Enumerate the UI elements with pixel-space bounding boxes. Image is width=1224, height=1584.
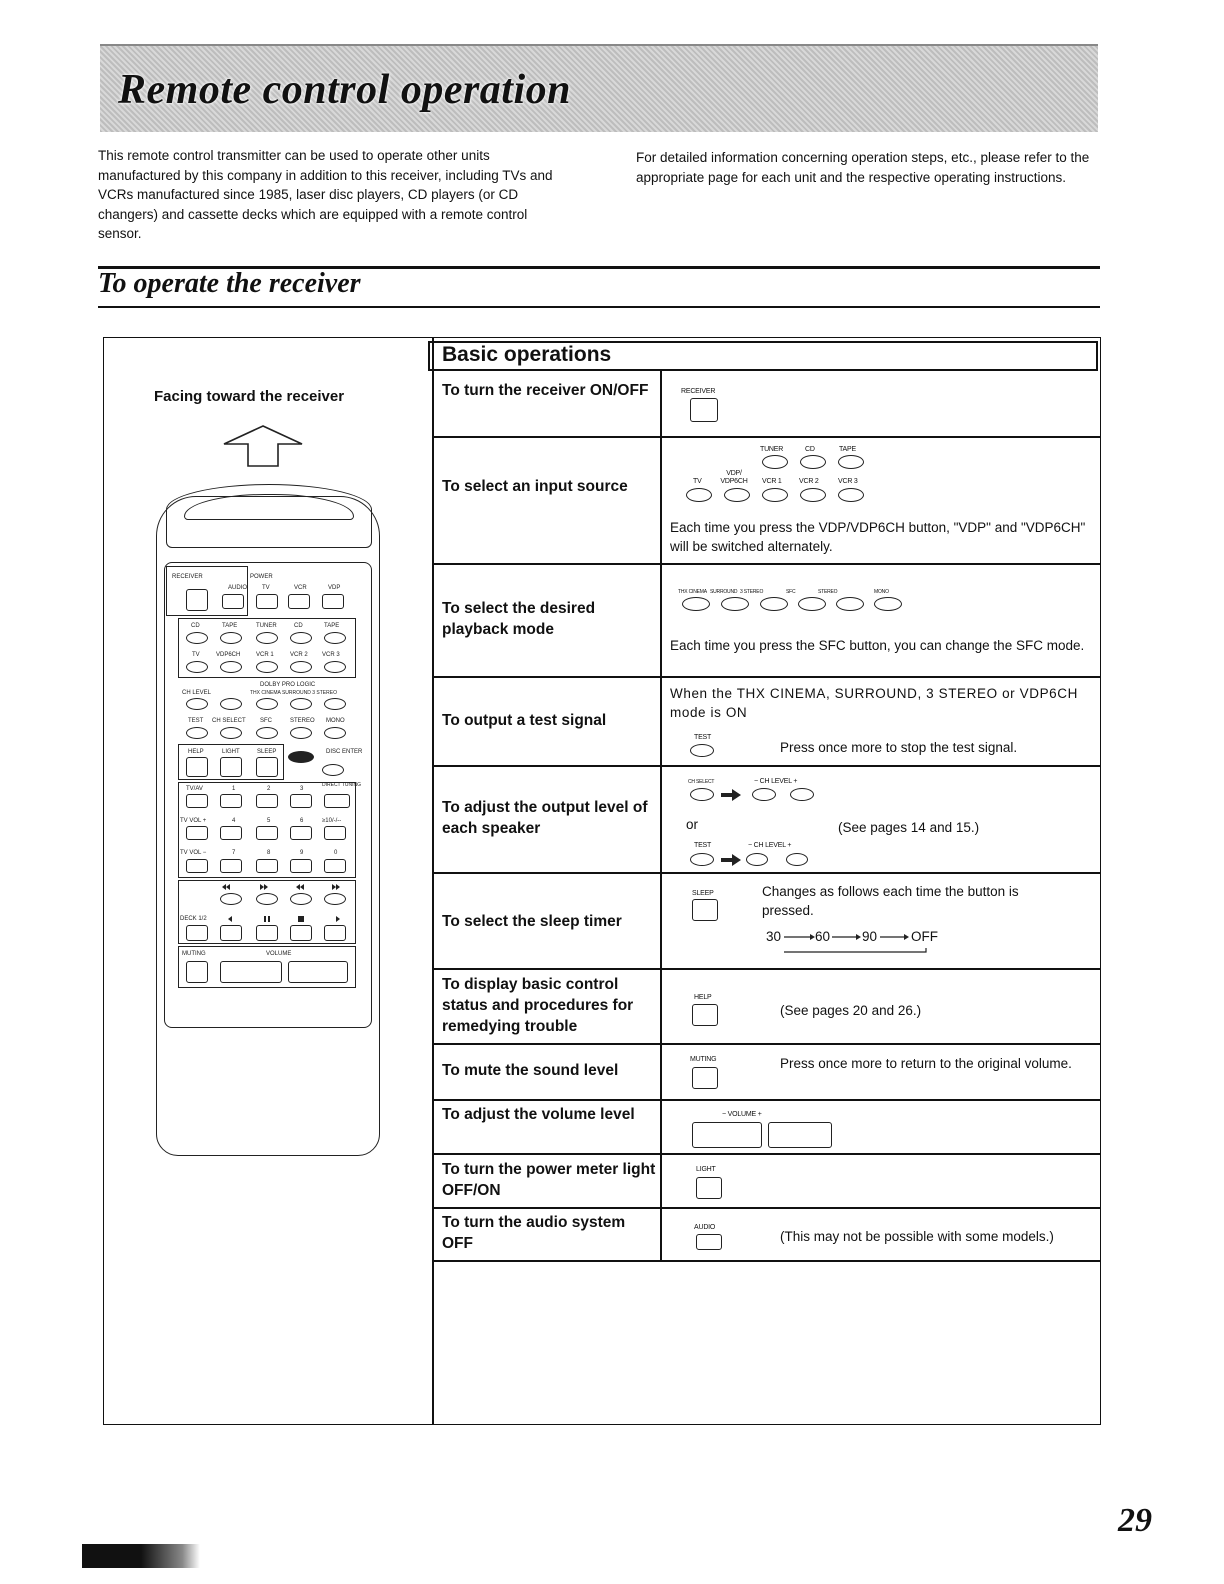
remote-label-tape2: TAPE <box>324 623 340 629</box>
section-title: To operate the receiver <box>98 268 361 299</box>
sleep-seq-60: 60 <box>815 929 831 944</box>
remote-label-tv2: TV <box>192 652 200 658</box>
row-test-desc: Press once more to stop the test signal. <box>780 740 1018 755</box>
mode-label-sfc: SFC <box>786 589 796 595</box>
remote-label-n4: 4 <box>232 818 236 824</box>
row-mode-desc: Each time you press the SFC button, you can change the SFC mode. <box>670 638 1085 653</box>
row-level-label: To adjust the output level of each speaker <box>442 799 648 837</box>
3-stereo-button[interactable] <box>760 597 788 611</box>
remote-label-tape1: TAPE <box>222 623 238 629</box>
tape-button[interactable] <box>838 455 864 469</box>
intro-left: This remote control transmitter can be used to operate other units manufactured by this company in addition to this receiver, including TVs and VCRs manufactured since 1985, laser disc players, CD players (or CD changers) and cassette decks which are equipped with a remote control sensor. <box>98 148 553 241</box>
remote-receiver-button[interactable] <box>186 589 208 611</box>
remote-label-vcr: VCR <box>294 585 307 591</box>
remote-pause-button[interactable] <box>256 925 278 941</box>
tuner-button[interactable] <box>762 455 788 469</box>
row-divider <box>432 1153 1100 1155</box>
muting-btn-label: MUTING <box>690 1056 717 1063</box>
remote-tv-vol-up[interactable] <box>186 826 208 840</box>
remote-label-cd1: CD <box>191 623 200 629</box>
row-divider <box>432 765 1100 767</box>
ch-level-plus-button[interactable] <box>790 788 814 801</box>
mode-label-surround: SURROUND <box>710 589 738 595</box>
remote-vcr-button[interactable] <box>288 594 310 609</box>
remote-label-muting: MUTING <box>182 951 206 957</box>
remote-audio-button[interactable] <box>222 594 244 609</box>
volume-btn-label: − VOLUME + <box>722 1111 762 1118</box>
table-column-divider <box>660 371 662 1261</box>
page-number: 29 <box>1118 1502 1152 1539</box>
remote-ch-select-button[interactable] <box>220 727 242 739</box>
remote-tvav-button[interactable] <box>186 794 208 808</box>
remote-label-chselect: CH SELECT <box>212 718 246 724</box>
test-button[interactable] <box>690 744 714 757</box>
row-volume-label: To adjust the volume level <box>442 1106 635 1123</box>
input-label-vcr1: VCR 1 <box>762 478 782 485</box>
remote-test-button[interactable] <box>186 727 208 739</box>
volume-down-button[interactable] <box>692 1122 762 1148</box>
remote-label-n3: 3 <box>300 786 304 792</box>
remote-label-receiver: RECEIVER <box>172 574 203 580</box>
remote-key-7[interactable] <box>220 859 242 873</box>
row-sleep-label: To select the sleep timer <box>442 913 622 930</box>
remote-key-0[interactable] <box>324 859 346 873</box>
row-test-desc-top: When the THX CINEMA, SURROUND, 3 STEREO or VDP6CH mode is ON <box>670 686 1078 720</box>
frame-divider <box>432 337 434 1425</box>
remote-label-vdp6ch: VDP6CH <box>216 652 241 658</box>
row-mute-label: To mute the sound level <box>442 1062 619 1079</box>
remote-label-mono: MONO <box>326 718 345 724</box>
help-btn-label: HELP <box>694 994 712 1001</box>
mono-button[interactable] <box>874 597 902 611</box>
remote-label-tuner: TUNER <box>256 623 277 629</box>
remote-label-n10: ≥10/-/-- <box>322 818 342 824</box>
remote-label-vcr3: VCR 3 <box>322 652 340 658</box>
remote-key-10[interactable] <box>324 826 346 840</box>
row-divider <box>432 1260 1100 1262</box>
remote-ch-level-plus[interactable] <box>220 698 242 710</box>
remote-tuner-button[interactable] <box>256 632 278 644</box>
row-divider <box>432 968 1100 970</box>
remote-label-test: TEST <box>188 718 204 724</box>
row-divider <box>432 1043 1100 1045</box>
receiver-button[interactable] <box>690 398 718 422</box>
mode-label-thx: THX CINEMA <box>678 589 707 595</box>
row-help-label: To display basic control status and procedures for remedying trouble <box>442 976 634 1035</box>
remote-label-volume: VOLUME <box>266 951 292 957</box>
remote-key-8[interactable] <box>256 859 278 873</box>
remote-enter-button[interactable] <box>322 764 344 776</box>
row-divider <box>432 1207 1100 1209</box>
ch-select-button[interactable] <box>690 788 714 801</box>
remote-label-sleep: SLEEP <box>257 749 277 755</box>
sleep-button[interactable] <box>692 899 718 921</box>
basic-operations-title: Basic operations <box>442 343 612 366</box>
row-test-label: To output a test signal <box>442 712 607 729</box>
remote-key-5[interactable] <box>256 826 278 840</box>
remote-fastforward-button[interactable] <box>324 893 346 905</box>
row-mute-desc: Press once more to return to the original volume. <box>780 1056 1072 1071</box>
chlevel-btn-label: − CH LEVEL + <box>754 778 798 785</box>
row-input-label: To select an input source <box>442 478 628 495</box>
remote-label-n5: 5 <box>267 818 271 824</box>
row-mode-label: To select the desired playback mode <box>442 600 596 638</box>
remote-light-button[interactable] <box>220 757 242 777</box>
arrow-right-icon <box>720 788 742 802</box>
row-divider <box>432 563 1100 565</box>
transport-top-icons <box>220 883 350 891</box>
remote-thx-button[interactable] <box>256 698 278 710</box>
sleep-btn-label: SLEEP <box>692 890 714 897</box>
sleep-seq-30: 30 <box>766 929 782 944</box>
test2-btn-label: TEST <box>694 842 712 849</box>
section-rule-bottom <box>98 306 1100 308</box>
remote-tv-button[interactable] <box>256 594 278 609</box>
arrow-right-icon <box>720 853 742 867</box>
remote-cd-deck-button[interactable] <box>186 632 208 644</box>
remote-label-stereo: STEREO <box>290 718 315 724</box>
intro-right: For detailed information concerning operation steps, etc., please refer to the appropriate page for each unit and the respective operating instructions. <box>636 150 1090 185</box>
mode-label-mono: MONO <box>874 589 889 595</box>
remote-label-n7: 7 <box>232 850 236 856</box>
input-label-tape: TAPE <box>839 446 856 453</box>
input-label-tv: TV <box>693 478 702 485</box>
remote-stereo-button[interactable] <box>290 727 312 739</box>
stereo-button[interactable] <box>836 597 864 611</box>
row-help-desc: (See pages 20 and 26.) <box>780 1003 922 1018</box>
remote-stop-button[interactable] <box>290 925 312 941</box>
cd-button[interactable] <box>800 455 826 469</box>
ch-level-minus-button[interactable] <box>752 788 776 801</box>
remote-label-n6: 6 <box>300 818 304 824</box>
remote-vcr1-button[interactable] <box>256 661 278 673</box>
vcr2-button[interactable] <box>800 488 826 502</box>
remote-3stereo-button[interactable] <box>324 698 346 710</box>
remote-vcr2-button[interactable] <box>290 661 312 673</box>
remote-label-vcr1: VCR 1 <box>256 652 274 658</box>
remote-tv-input-button[interactable] <box>186 661 208 673</box>
tv-input-button[interactable] <box>686 488 712 502</box>
remote-volume-down[interactable] <box>220 961 282 983</box>
remote-label-chlevel: CH LEVEL <box>182 690 212 696</box>
facing-label: Facing toward the receiver <box>154 388 345 405</box>
remote-label-audio: AUDIO <box>228 585 248 591</box>
remote-vdp-button[interactable] <box>322 594 344 609</box>
remote-key-3[interactable] <box>290 794 312 808</box>
transport-bottom-icons <box>226 915 350 923</box>
row-receiver-btn-label: RECEIVER <box>681 388 716 395</box>
row-light-label: To turn the power meter light OFF/ON <box>442 1161 656 1199</box>
remote-label-n8: 8 <box>267 850 271 856</box>
row-level-desc: (See pages 14 and 15.) <box>838 820 980 835</box>
input-label-tuner: TUNER <box>760 446 784 453</box>
remote-label-vdp: VDP <box>328 585 341 591</box>
input-label-vcr3: VCR 3 <box>838 478 858 485</box>
row-divider <box>432 676 1100 678</box>
thx-cinema-button[interactable] <box>682 597 710 611</box>
remote-label-n2: 2 <box>267 786 271 792</box>
audio-button[interactable] <box>696 1234 722 1250</box>
row-divider <box>432 1099 1100 1101</box>
remote-label-light: LIGHT <box>222 749 240 755</box>
remote-label-n1: 1 <box>232 786 236 792</box>
remote-label-disc: DISC ENTER <box>326 749 363 755</box>
remote-label-deck: DECK 1/2 <box>180 916 207 922</box>
row-receiver-label: To turn the receiver ON/OFF <box>442 382 649 399</box>
audio-btn-label: AUDIO <box>694 1224 716 1231</box>
help-button[interactable] <box>692 1004 718 1026</box>
remote-mono-button[interactable] <box>324 727 346 739</box>
remote-label-thx: THX CINEMA SURROUND 3 STEREO <box>250 690 337 696</box>
remote-label-tv: TV <box>262 585 270 591</box>
remote-skip-back-button[interactable] <box>220 893 242 905</box>
sleep-cycle-arrows-icon <box>784 930 934 958</box>
up-arrow-icon <box>222 424 304 468</box>
row-sleep-desc: Changes as follows each time the button is pressed. <box>762 884 1019 918</box>
ch-level-plus-button-2[interactable] <box>786 853 808 866</box>
vdp-input-button[interactable] <box>724 488 750 502</box>
remote-key-4[interactable] <box>220 826 242 840</box>
volume-up-button[interactable] <box>768 1122 832 1148</box>
input-label-cd: CD <box>805 446 815 453</box>
remote-label-sfc: SFC <box>260 718 272 724</box>
remote-label-power: POWER <box>250 574 273 580</box>
mode-label-stereo: STEREO <box>818 589 838 595</box>
remote-skip-forward-button[interactable] <box>256 893 278 905</box>
remote-volume-up[interactable] <box>288 961 348 983</box>
remote-key-1[interactable] <box>220 794 242 808</box>
light-button[interactable] <box>696 1177 722 1199</box>
vcr1-button[interactable] <box>762 488 788 502</box>
remote-tape-deck-button[interactable] <box>220 632 242 644</box>
remote-muting-button[interactable] <box>186 961 208 983</box>
remote-label-n0: 0 <box>334 850 338 856</box>
remote-key-6[interactable] <box>290 826 312 840</box>
remote-label-n9: 9 <box>300 850 304 856</box>
remote-label-help: HELP <box>188 749 204 755</box>
row-divider <box>432 436 1100 438</box>
remote-help-button[interactable] <box>186 757 208 777</box>
remote-label-vcr2: VCR 2 <box>290 652 308 658</box>
input-label-vcr2: VCR 2 <box>799 478 819 485</box>
corner-mark <box>82 1544 200 1568</box>
remote-play-button[interactable] <box>324 925 346 941</box>
remote-rewind-button[interactable] <box>290 893 312 905</box>
row-audio-desc: (This may not be possible with some models.) <box>780 1229 1054 1244</box>
input-label-vdp: VDP/ VDP6CH <box>720 470 748 485</box>
remote-label-tvvolminus: TV VOL − <box>180 850 207 856</box>
remote-disc-button[interactable] <box>288 751 314 763</box>
page-title: Remote control operation <box>118 67 571 113</box>
remote-key-9[interactable] <box>290 859 312 873</box>
row-audio-label: To turn the audio system OFF <box>442 1214 626 1252</box>
remote-key-2[interactable] <box>256 794 278 808</box>
chlevel2-btn-label: − CH LEVEL + <box>748 842 792 849</box>
vcr3-button[interactable] <box>838 488 864 502</box>
sleep-seq-off: OFF <box>911 929 938 944</box>
ch-level-minus-button-2[interactable] <box>746 853 768 866</box>
sfc-button[interactable] <box>798 597 826 611</box>
remote-label-dolby: DOLBY PRO LOGIC <box>260 682 316 688</box>
remote-tape-button[interactable] <box>324 632 346 644</box>
remote-label-tvvolplus: TV VOL + <box>180 818 207 824</box>
remote-vcr3-button[interactable] <box>324 661 346 673</box>
remote-ch-level-minus[interactable] <box>186 698 208 710</box>
remote-play-reverse-button[interactable] <box>220 925 242 941</box>
muting-button[interactable] <box>692 1067 718 1089</box>
row-input-desc: Each time you press the VDP/VDP6CH button, "VDP" and "VDP6CH" will be switched alternately. <box>670 520 1086 554</box>
remote-sleep-button[interactable] <box>256 757 278 777</box>
surround-button[interactable] <box>721 597 749 611</box>
remote-cd-button[interactable] <box>290 632 312 644</box>
remote-label-tvav: TV/AV <box>186 786 203 792</box>
remote-sfc-button[interactable] <box>256 727 278 739</box>
mode-label-3stereo: 3 STEREO <box>740 589 764 595</box>
level-or: or <box>686 817 699 832</box>
remote-vdp-input-button[interactable] <box>220 661 242 673</box>
remote-direct-tuning-button[interactable] <box>324 794 350 808</box>
remote-deck-button[interactable] <box>186 925 208 941</box>
remote-tv-vol-down[interactable] <box>186 859 208 873</box>
remote-label-cd2: CD <box>294 623 303 629</box>
test-level-button[interactable] <box>690 853 714 866</box>
remote-label-direct: DIRECT TUNING <box>322 782 361 788</box>
remote-surround-button[interactable] <box>290 698 312 710</box>
row-divider <box>432 872 1100 874</box>
sleep-seq-90: 90 <box>862 929 878 944</box>
chselect-btn-label: CH SELECT <box>688 779 715 785</box>
light-btn-label: LIGHT <box>696 1166 716 1173</box>
test-btn-label: TEST <box>694 734 712 741</box>
